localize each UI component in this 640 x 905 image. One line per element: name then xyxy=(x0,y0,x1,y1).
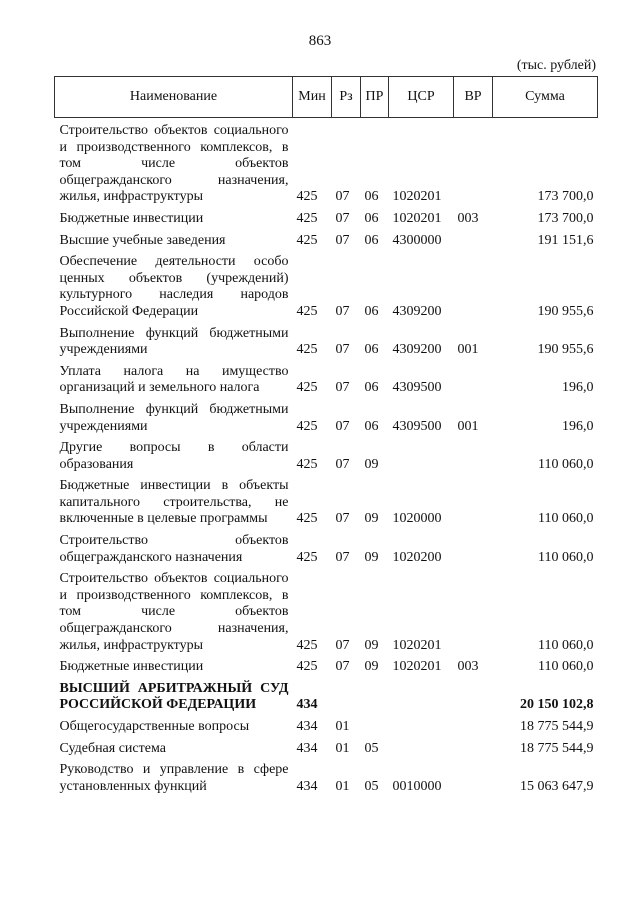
cell-name: Бюджетные инвестиции xyxy=(59,210,204,226)
cell-csr: 4309500 xyxy=(392,380,442,396)
cell-csr: 1020201 xyxy=(392,210,442,226)
cell-pr xyxy=(361,676,389,714)
cell-pr: 06 xyxy=(364,189,379,205)
cell-rz: 07 xyxy=(335,210,350,226)
cell-pr: 05 xyxy=(364,740,379,756)
cell-vr xyxy=(454,359,493,397)
cell-vr xyxy=(454,435,493,473)
cell-pr: 09 xyxy=(364,511,379,527)
cell-sum: 110 060,0 xyxy=(538,637,594,653)
cell-name: Бюджетные инвестиции в объекты капитального строительства, не включенные в целевые программы xyxy=(59,478,289,527)
cell-rz: 07 xyxy=(335,659,350,675)
cell-name: Обеспечение деятельности особо ценных объектов (учреждений) культурного наследия народов Российской Федерации xyxy=(59,254,289,319)
cell-min: 425 xyxy=(296,659,318,675)
table-row xyxy=(55,757,598,795)
cell-sum: 20 150 102,8 xyxy=(520,697,594,713)
cell-rz: 07 xyxy=(335,380,350,396)
cell-rz: 07 xyxy=(335,189,350,205)
cell-pr: 09 xyxy=(364,549,379,565)
cell-pr: 06 xyxy=(364,380,379,396)
cell-vr: 003 xyxy=(457,659,479,675)
cell-pr: 06 xyxy=(364,342,379,358)
cell-vr: 001 xyxy=(457,342,479,358)
cell-name: Бюджетные инвестиции xyxy=(59,659,204,675)
cell-min: 425 xyxy=(296,511,318,527)
units-label: (тыс. рублей) xyxy=(516,58,596,73)
table-row xyxy=(55,321,598,359)
cell-sum: 173 700,0 xyxy=(537,189,594,205)
cell-vr: 001 xyxy=(457,418,479,434)
cell-rz: 07 xyxy=(335,456,350,472)
table-row xyxy=(55,206,598,228)
table-row xyxy=(55,118,598,206)
cell-min: 425 xyxy=(296,456,318,472)
page-number: 863 xyxy=(308,33,332,49)
cell-csr xyxy=(389,676,454,714)
cell-name: Уплата налога на имущество организаций и земельного налога xyxy=(59,363,289,396)
cell-name: Высшие учебные заведения xyxy=(59,232,226,248)
cell-pr: 05 xyxy=(364,778,379,794)
cell-vr xyxy=(454,757,493,795)
table-row xyxy=(55,736,598,758)
cell-rz: 07 xyxy=(335,511,350,527)
cell-csr: 4309500 xyxy=(392,418,442,434)
cell-rz: 07 xyxy=(335,549,350,565)
header-min: Мин xyxy=(293,77,332,118)
cell-vr xyxy=(454,528,493,566)
cell-sum: 191 151,6 xyxy=(537,232,594,248)
cell-min: 425 xyxy=(296,380,318,396)
cell-pr: 09 xyxy=(364,659,379,675)
cell-min: 425 xyxy=(296,637,318,653)
cell-pr: 06 xyxy=(364,210,379,226)
table-row xyxy=(55,528,598,566)
cell-rz: 01 xyxy=(335,719,350,734)
cell-vr xyxy=(454,736,493,758)
cell-rz: 07 xyxy=(335,418,350,434)
cell-vr xyxy=(454,566,493,654)
cell-pr: 06 xyxy=(364,303,379,319)
table-row xyxy=(55,435,598,473)
header-name: Наименование xyxy=(55,77,293,118)
cell-min: 425 xyxy=(296,210,318,226)
cell-vr xyxy=(454,714,493,736)
cell-sum: 18 775 544,9 xyxy=(520,740,594,756)
cell-name: Строительство объектов общегражданского назначения xyxy=(59,533,289,565)
cell-rz: 01 xyxy=(335,778,350,794)
cell-vr xyxy=(454,473,493,528)
cell-rz: 01 xyxy=(335,740,350,756)
cell-min: 434 xyxy=(296,778,318,794)
cell-rz: 07 xyxy=(335,637,350,653)
cell-min: 425 xyxy=(296,549,318,565)
cell-csr: 4309200 xyxy=(392,342,442,358)
header-csr: ЦСР xyxy=(389,77,454,118)
cell-csr xyxy=(389,435,454,473)
cell-pr: 09 xyxy=(364,456,379,472)
cell-min: 425 xyxy=(296,189,318,205)
cell-rz: 07 xyxy=(335,342,350,358)
cell-sum: 15 063 647,9 xyxy=(520,778,594,794)
cell-min: 425 xyxy=(296,418,318,434)
table-row xyxy=(55,676,598,714)
table-row xyxy=(55,397,598,435)
cell-vr xyxy=(454,118,493,206)
cell-name: Руководство и управление в сфере установленных функций xyxy=(59,762,289,794)
cell-rz: 07 xyxy=(335,303,350,319)
cell-csr: 1020201 xyxy=(392,637,442,653)
cell-pr: 06 xyxy=(364,418,379,434)
cell-vr xyxy=(454,228,493,250)
cell-csr: 1020201 xyxy=(392,659,442,675)
cell-min: 434 xyxy=(296,697,318,713)
cell-rz xyxy=(332,676,361,714)
table-row xyxy=(55,228,598,250)
cell-csr: 4309200 xyxy=(392,303,442,319)
cell-csr: 1020200 xyxy=(392,549,442,565)
cell-sum: 110 060,0 xyxy=(538,549,594,565)
cell-pr xyxy=(361,714,389,736)
cell-name: Строительство объектов социального и производственного комплексов, в том числе объектов общегражданского назначения, жилья, инфраструктуры xyxy=(59,123,289,205)
cell-sum: 196,0 xyxy=(562,380,594,396)
cell-name: Выполнение функций бюджетными учреждениями xyxy=(59,401,289,434)
cell-csr xyxy=(389,736,454,758)
cell-min: 425 xyxy=(296,342,318,358)
cell-csr xyxy=(389,714,454,736)
table-row xyxy=(55,359,598,397)
cell-min: 434 xyxy=(296,740,318,756)
cell-sum: 190 955,6 xyxy=(537,342,594,358)
cell-sum: 110 060,0 xyxy=(538,456,594,472)
table-row xyxy=(55,654,598,676)
cell-name: Общегосударственные вопросы xyxy=(59,719,250,734)
cell-sum: 173 700,0 xyxy=(537,210,594,226)
header-sum: Сумма xyxy=(493,77,598,118)
cell-sum: 110 060,0 xyxy=(538,511,594,527)
header-rz: Рз xyxy=(332,77,361,118)
cell-name: ВЫСШИЙ АРБИТРАЖНЫЙ СУД РОССИЙСКОЙ ФЕДЕРАЦИИ xyxy=(59,680,289,713)
table-header xyxy=(55,77,598,118)
cell-sum: 196,0 xyxy=(562,418,594,434)
cell-name: Строительство объектов социального и производственного комплексов, в том числе объектов общегражданского назначения, жилья, инфраструктуры xyxy=(59,571,289,653)
cell-pr: 09 xyxy=(364,637,379,653)
budget-table xyxy=(54,76,598,795)
cell-vr xyxy=(454,676,493,714)
cell-csr: 1020201 xyxy=(392,189,442,205)
cell-csr: 0010000 xyxy=(392,778,442,794)
cell-rz: 07 xyxy=(335,232,350,248)
table-row xyxy=(55,714,598,736)
cell-name: Другие вопросы в области образования xyxy=(59,440,289,472)
cell-min: 425 xyxy=(296,303,318,319)
cell-sum: 110 060,0 xyxy=(538,659,594,675)
cell-min: 434 xyxy=(296,719,318,734)
cell-csr: 4300000 xyxy=(392,232,442,248)
cell-vr xyxy=(454,249,493,320)
table-row xyxy=(55,249,598,320)
header-pr: ПР xyxy=(361,77,389,118)
cell-sum: 18 775 544,9 xyxy=(520,719,594,734)
cell-csr: 1020000 xyxy=(392,511,442,527)
table-row xyxy=(55,566,598,654)
cell-name: Судебная система xyxy=(59,740,166,756)
table-row xyxy=(55,473,598,528)
header-vr: ВР xyxy=(454,77,493,118)
cell-sum: 190 955,6 xyxy=(537,303,594,319)
cell-name: Выполнение функций бюджетными учреждениями xyxy=(59,325,289,358)
cell-min: 425 xyxy=(296,232,318,248)
cell-pr: 06 xyxy=(364,232,379,248)
cell-vr: 003 xyxy=(457,210,479,226)
